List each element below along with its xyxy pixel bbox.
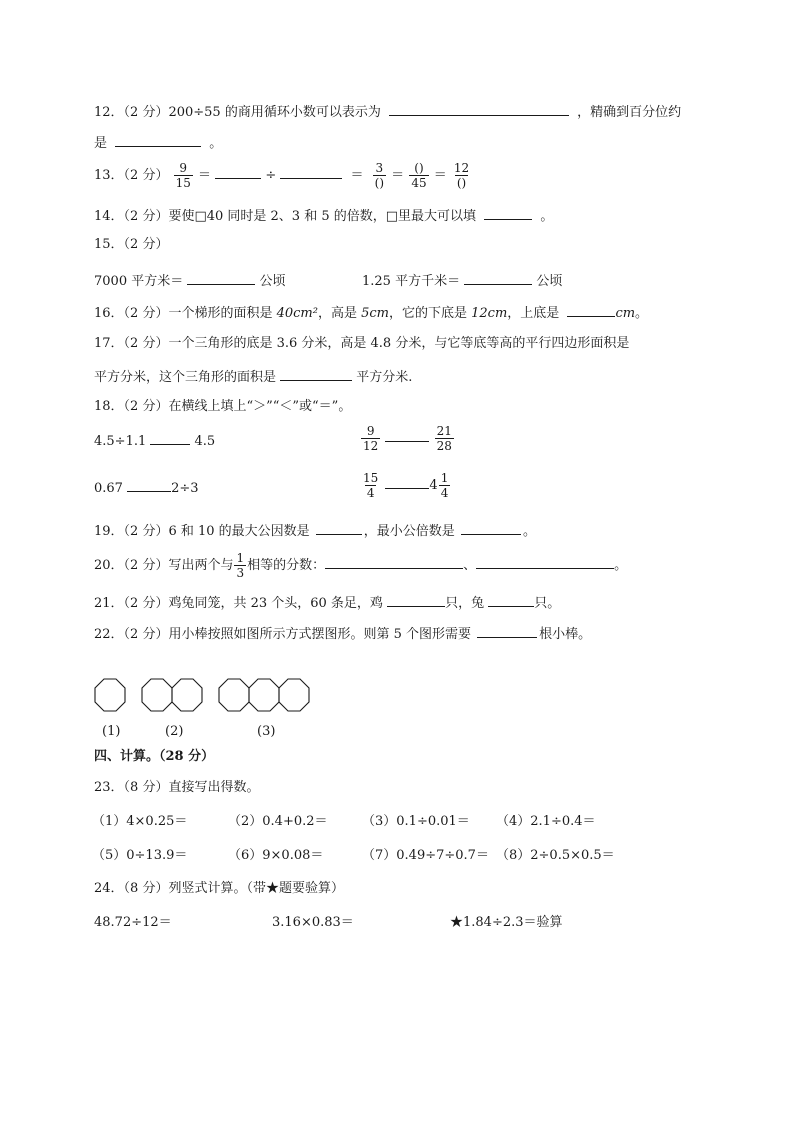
q19-mid: ，最小公倍数是 [363, 524, 455, 539]
q15-a-blank[interactable] [187, 270, 255, 285]
q20-fraction: $\frac{1}{3}$ [236, 551, 245, 580]
q19-tail: 。 [522, 524, 536, 539]
q15-b [362, 270, 562, 291]
q21-line [94, 592, 560, 613]
q16-tail: 。 [635, 306, 649, 321]
q22-label-2: (2) [165, 724, 184, 739]
q13-equals-4: ＝ [433, 168, 447, 183]
q21-tail: 只。 [534, 596, 561, 611]
q13-fraction-3: $\frac{()}{45}$ [411, 161, 427, 190]
q21-text: 21．（2 分）鸡兔同笼，共 23 个头，60 条足，鸡 [94, 596, 383, 611]
q13-divide: ÷ [265, 168, 277, 183]
q13-fraction-2: $\frac{3}{()}$ [374, 161, 385, 190]
q14-text: 14．（2 分）要使□40 同时是 2、3 和 5 的倍数，□里最大可以填 [94, 209, 477, 224]
q13-prefix: 13．（2 分） [94, 168, 169, 183]
q13-line [94, 160, 472, 192]
section-4-heading: 四、计算。（28 分） [94, 749, 215, 764]
q16-line [94, 302, 648, 323]
q16-area-unit: cm² [293, 306, 318, 321]
q12-line1 [94, 101, 681, 122]
q13-fraction-1: $\frac{9}{15}$ [175, 161, 191, 190]
q23-item-7: （7）0.49÷7÷0.7＝ [362, 848, 489, 863]
q22-blank[interactable] [477, 623, 537, 638]
q20-blank-1[interactable] [325, 554, 463, 569]
q16-mid3: ，上底是 [507, 306, 560, 321]
q22-label-1: (1) [102, 724, 121, 739]
q23-item-8: （8）2÷0.5×0.5＝ [496, 848, 615, 863]
q21-blank-1[interactable] [387, 592, 445, 607]
q12-tail: ，精确到百分位约 [577, 105, 682, 120]
q22-tail: 根小棒。 [539, 627, 592, 642]
q18-text: 18．（2 分）在横线上填上“＞”“＜”或“＝”。 [94, 399, 352, 414]
q21-blank-2[interactable] [488, 592, 534, 607]
q13-equals: ＝ [198, 168, 212, 183]
q17-line2b: 平方分米. [356, 370, 413, 385]
q12-blank-2[interactable] [115, 132, 201, 147]
q17-text: 17．（2 分）一个三角形的底是 3.6 分米，高是 4.8 分米，与它等底等高的平行四边形面积是 [94, 336, 630, 351]
q20-tail: 。 [614, 558, 628, 573]
q12-text: 12．（2 分）200÷55 的商用循环小数可以表示为 [94, 105, 381, 120]
q13-blank-1[interactable] [215, 164, 261, 179]
q13-fraction-4: $\frac{12}{()}$ [453, 161, 470, 190]
q13-blank-2[interactable] [280, 164, 342, 179]
q18-b-fraction-2: $\frac{21}{28}$ [436, 424, 452, 453]
octagon-fig3-b [249, 679, 279, 711]
octagon-fig2-b [172, 679, 202, 711]
octagon-fig3-a [219, 679, 249, 711]
q16-prefix: 16．（2 分）一个梯形的面积是 [94, 306, 277, 321]
q18-a-right: 4.5 [194, 434, 216, 449]
q16-mid2: ，它的下底是 [388, 306, 472, 321]
q20-prefix: 20．（2 分）写出两个与 [94, 558, 234, 573]
q18-b [360, 423, 455, 455]
q15-a-unit: 公顷 [259, 274, 286, 289]
q21-mid: 只，兔 [445, 596, 485, 611]
q15-b-blank[interactable] [464, 270, 532, 285]
q22-line [94, 623, 591, 644]
q18-d-fraction-2: $\frac{1}{4}$ [440, 471, 449, 500]
q14-tail: 。 [540, 209, 554, 224]
octagon-fig1 [95, 679, 125, 711]
q16-blank[interactable] [567, 302, 615, 317]
q16-mid1: ，高是 [317, 306, 362, 321]
q16-area: 40 [276, 306, 294, 321]
q15-a [94, 270, 286, 291]
q14-blank[interactable] [484, 205, 532, 220]
q12-blank-1[interactable] [389, 101, 569, 116]
q24-line: 24．（8 分）列竖式计算。（带★题要验算） [94, 881, 344, 896]
q23-line: 23．（8 分）直接写出得数。 [94, 780, 260, 795]
octagon-fig3-c [279, 679, 309, 711]
q17-blank[interactable] [280, 366, 352, 381]
q15-b-text: 1.25 平方千米＝ [362, 274, 461, 289]
q18-line [94, 398, 351, 416]
octagon-fig2-a [142, 679, 172, 711]
q18-c-right: 2÷3 [171, 481, 199, 496]
q15-a-text: 7000 平方米＝ [94, 274, 184, 289]
q22-text: 22．（2 分）用小棒按照如图所示方式摆图形。则第 5 个图形需要 [94, 627, 471, 642]
q20-line [94, 550, 627, 582]
q12-line2-text: 是 [94, 136, 108, 151]
q23-item-6: （6）9×0.08＝ [228, 848, 324, 863]
q18-a [94, 430, 215, 451]
q18-b-blank[interactable] [385, 433, 429, 442]
q23-item-5: （5）0÷13.9＝ [92, 848, 188, 863]
q15-line [94, 236, 168, 254]
q18-c [94, 477, 199, 498]
q12-line2-tail: 。 [209, 136, 223, 151]
q23-item-2: （2）0.4+0.2＝ [228, 814, 328, 829]
q23-item-4: （4）2.1÷0.4＝ [496, 814, 596, 829]
q23-item-1: （1）4×0.25＝ [92, 814, 188, 829]
q24-item-3: ★1.84÷2.3＝验算 [450, 915, 563, 930]
q16-base: 12cm [471, 306, 508, 321]
q16-unit: cm [615, 306, 636, 321]
q18-c-blank[interactable] [127, 477, 171, 492]
q18-a-left: 4.5÷1.1 [94, 434, 147, 449]
q18-b-fraction-1: $\frac{9}{12}$ [363, 424, 379, 453]
q18-c-left: 0.67 [94, 481, 123, 496]
q15-text: 15．（2 分） [94, 237, 169, 252]
q24-item-2: 3.16×0.83＝ [272, 915, 354, 930]
q20-sep: 、 [463, 558, 477, 573]
q18-d [360, 470, 451, 502]
q18-d-whole: 4 [429, 478, 438, 493]
q20-blank-2[interactable] [476, 554, 614, 569]
q20-mid: 相等的分数： [247, 558, 326, 573]
q22-label-3: (3) [257, 724, 276, 739]
q18-a-blank[interactable] [150, 430, 190, 445]
q12-line2 [94, 132, 222, 153]
q19-text: 19．（2 分）6 和 10 的最大公因数是 [94, 524, 310, 539]
q17-line1 [94, 335, 629, 353]
q17-line2a: 平方分米，这个三角形的面积是 [94, 370, 277, 385]
q18-d-fraction-1: $\frac{15}{4}$ [363, 471, 379, 500]
q13-equals-2: ＝ [350, 168, 364, 183]
q15-b-unit: 公顷 [536, 274, 563, 289]
q24-item-1: 48.72÷12＝ [94, 915, 172, 930]
q19-blank-2[interactable] [461, 520, 521, 535]
q19-line [94, 520, 536, 541]
q17-line2 [94, 366, 412, 387]
q23-item-3: （3）0.1÷0.01＝ [362, 814, 470, 829]
q22-figure [94, 678, 324, 718]
q16-height: 5cm [361, 306, 389, 321]
q13-equals-3: ＝ [391, 168, 405, 183]
q19-blank-1[interactable] [316, 520, 362, 535]
q18-d-blank[interactable] [385, 480, 429, 489]
q14-line [94, 205, 553, 226]
